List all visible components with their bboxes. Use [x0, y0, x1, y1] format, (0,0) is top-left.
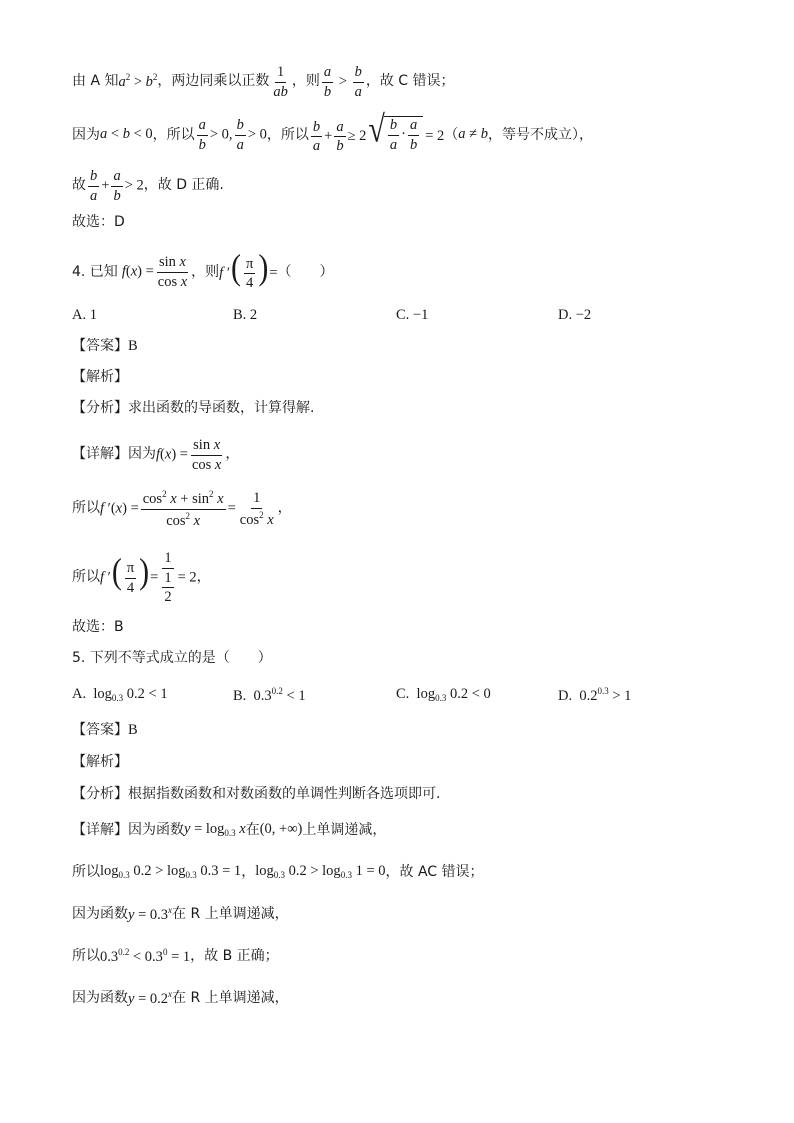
text-segment: 在 [245, 821, 260, 838]
q5-fenxi [72, 787, 754, 802]
math-inequality: $0.3^{0.2} < 0.3^0 = 1$ [100, 947, 191, 965]
text-segment: ， [277, 500, 292, 517]
q4-option-b: B. 2 [233, 307, 258, 323]
text-segment: 因为函数 [72, 990, 128, 1007]
math-inequality: $\frac{b}{a}$ + $\frac{a}{b}$ > 2 [90, 168, 144, 204]
text-segment: 所以 [72, 863, 100, 880]
q5-xiangjie-3 [72, 906, 754, 924]
math-function: $y = \log_{0.3} x$ [184, 821, 246, 838]
fenxi-label: 【分析】 [72, 786, 128, 802]
text-segment: ，故 B 正确； [190, 948, 279, 965]
q4-analysis-label: 【解析】 [72, 369, 128, 385]
q4-fenxi [72, 401, 754, 416]
math-interval: (0, +∞) [259, 821, 303, 838]
line-option-c-reasoning [72, 64, 754, 100]
math-derivative: f ′(x) = $\frac{\cos^2 x + \sin^2 x}{\cos^2 x}$ = $\frac{1}{\cos^2 x}$ [100, 489, 274, 529]
math-function-def: f(x) = $\frac{\text{sin x}}{\text{cos x}}$ [121, 254, 188, 290]
final-choice-q4: 故选：B [72, 619, 124, 635]
text-segment: 所以 [72, 569, 100, 586]
math-inequality: $a^2 > b^2$ [118, 72, 158, 91]
q5-option-a: A. $\log_{0.3} 0.2 < 1$ [72, 686, 168, 703]
fenxi-text: 求出函数的导函数，计算得解. [128, 400, 315, 416]
option-label: A. [72, 686, 87, 702]
text-segment: ，所以 [266, 126, 309, 143]
option-label: C. [396, 686, 410, 702]
option-label: D. [558, 688, 573, 704]
q4-derivative-line [72, 489, 754, 529]
text-segment: 故 [72, 177, 86, 194]
text-segment: ，故 D 正确. [143, 177, 224, 194]
math-condition: a ≠ b [458, 126, 488, 143]
math-evaluation: f ′( $\frac{\pi}{4}$ )= $\frac{1}{\frac{1}{2}}$ = 2 [100, 550, 197, 606]
text-segment: ，故 AC 错误； [385, 863, 484, 880]
question-number: 4. 已知 [72, 263, 118, 280]
text-segment: ，两边同乘以正数 [157, 73, 270, 90]
option-label: B. [233, 688, 247, 704]
math-am-gm: $\frac{b}{a}$ + $\frac{a}{b}$ ≥ 2 √ $\frac{b}{a}$ · $\frac{a}{b}$ = 2 [312, 108, 445, 155]
answer-blank: （ ） [277, 263, 334, 280]
q5-option-c: C. $\log_{0.3} 0.2 < 0$ [396, 686, 491, 703]
text-segment: ，故 C 错误； [365, 73, 455, 90]
math-inequality: a < b < 0 [100, 126, 153, 143]
q4-xiangjie [72, 437, 754, 473]
text-segment: ， [241, 863, 256, 880]
q4-option-c: C. −1 [396, 307, 429, 323]
math-inequality: $\frac{a}{b}$ > $\frac{b}{a}$ [323, 64, 362, 100]
math-function: $y = 0.3^x$ [128, 905, 172, 923]
xiangjie-label: 【详解】 [72, 821, 128, 838]
math-inequality: $\log_{0.3} 0.2 > \log_{0.3} 0.3 = 1$ [100, 863, 242, 880]
question-4 [72, 247, 754, 292]
q4-evaluation-line [72, 550, 754, 606]
text-segment: 因为函数 [72, 906, 128, 923]
fenxi-label: 【分析】 [72, 400, 128, 416]
text-segment: 因为 [128, 446, 156, 463]
text-segment: 由 A 知 [72, 73, 119, 90]
text-segment: ，则 [191, 263, 220, 280]
text-segment: ，等号不成立）， [488, 126, 593, 143]
q5-analysis-label: 【解析】 [72, 754, 128, 770]
q5-option-d: D. $0.2^{0.3} > 1$ [558, 686, 632, 704]
xiangjie-label: 【详解】 [72, 446, 128, 463]
q5-xiangjie-5 [72, 990, 754, 1008]
math-function-def: f(x) = $\frac{\text{sin x}}{\text{cos x}}$ [156, 437, 222, 473]
q4-option-d: D. −2 [558, 307, 592, 323]
text-segment: 在 R 上单调递减， [172, 906, 289, 923]
q4-option-a: A. 1 [72, 307, 97, 323]
math-inequality: $\frac{a}{b}$ > 0, $\frac{b}{a}$ > 0 [198, 117, 267, 153]
math-function: $y = 0.2^x$ [128, 989, 172, 1007]
q5-answer [72, 723, 754, 739]
q5-xiangjie-2 [72, 864, 754, 881]
math-inequality: $\log_{0.3} 0.2 > \log_{0.3} 1 = 0$ [255, 863, 386, 880]
text-segment: 所以 [72, 500, 100, 517]
text-segment: 所以 [72, 948, 100, 965]
line-option-d-conclusion [72, 168, 754, 204]
q5-xiangjie-1 [72, 822, 754, 839]
q5-xiangjie-4 [72, 948, 754, 966]
q4-answer [72, 339, 754, 355]
answer-label: 【答案】 [72, 338, 128, 355]
text-segment: ，则 [291, 73, 320, 90]
text-segment: ， [196, 569, 211, 586]
fenxi-text: 根据指数函数和对数函数的单调性判断各选项即可. [128, 786, 441, 802]
final-choice-q3: 故选：D [72, 214, 125, 230]
question-5: 5. 下列不等式成立的是（ ） [72, 650, 272, 666]
text-segment: ， [225, 446, 240, 463]
answer-value: B [128, 722, 138, 738]
math-fraction: $\frac{1}{ab}$ [273, 64, 288, 100]
text-segment: ，所以 [152, 126, 195, 143]
text-segment: 因为 [72, 126, 100, 143]
q5-option-b: B. $0.3^{0.2} < 1$ [233, 686, 306, 704]
text-segment: （ [444, 126, 459, 143]
math-derivative-eval: f ′( $\frac{\pi}{4}$ )= [219, 247, 278, 292]
text-segment: 在 R 上单调递减， [172, 990, 289, 1007]
text-segment: 因为函数 [128, 821, 184, 838]
answer-label: 【答案】 [72, 722, 128, 739]
line-option-d-reasoning [72, 108, 754, 155]
answer-value: B [128, 338, 138, 354]
text-segment: 上单调递减， [302, 821, 387, 838]
